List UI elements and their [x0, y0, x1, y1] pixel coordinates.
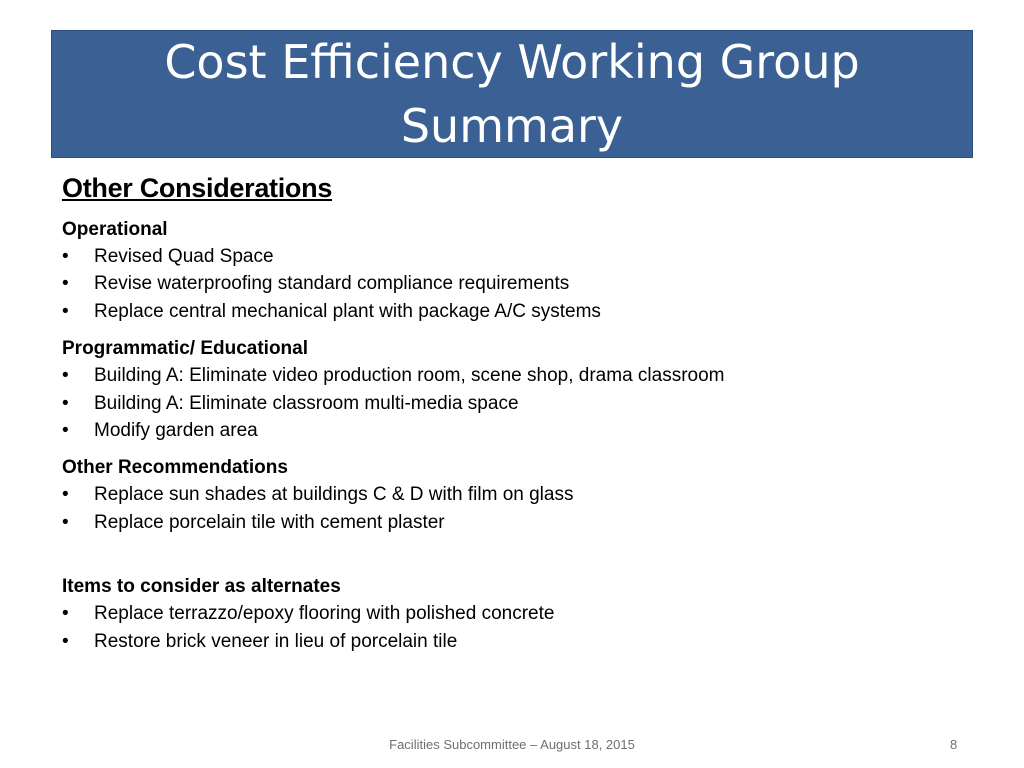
- bullet-icon: •: [62, 273, 69, 295]
- bullet-icon: •: [62, 392, 69, 414]
- bullet-icon: •: [62, 630, 69, 652]
- list-item-text: Replace sun shades at buildings C & D with film on glass: [94, 484, 574, 506]
- list-item-text: Building A: Eliminate classroom multi-media space: [94, 392, 519, 414]
- list-item: [62, 362, 962, 389]
- group-title: Items to consider as alternates: [62, 576, 341, 598]
- list-item-text: Revise waterproofing standard compliance requirements: [94, 273, 570, 295]
- list-item-text: Restore brick veneer in lieu of porcelain tile: [94, 630, 458, 652]
- bullet-icon: •: [62, 603, 69, 625]
- list-item-text: Replace central mechanical plant with package A/C systems: [94, 300, 601, 322]
- slide-content: [62, 168, 962, 665]
- list-item: [62, 298, 962, 325]
- bullet-icon: •: [62, 420, 69, 442]
- group-title: Programmatic/ Educational: [62, 338, 309, 360]
- bullet-icon: •: [62, 484, 69, 506]
- bullet-list: [62, 362, 962, 444]
- list-item: [62, 509, 962, 536]
- list-item-text: Replace terrazzo/epoxy flooring with polished concrete: [94, 603, 555, 625]
- list-item-text: Revised Quad Space: [94, 246, 274, 267]
- section-heading: Other Considerations: [62, 173, 333, 203]
- group-operational: [62, 216, 962, 325]
- list-item-text: Building A: Eliminate video production room, scene shop, drama classroom: [94, 365, 725, 387]
- bullet-icon: •: [62, 365, 69, 387]
- list-item: [62, 481, 962, 508]
- list-item: [62, 270, 962, 297]
- spacer: [62, 546, 962, 573]
- group-title: Operational: [62, 219, 168, 240]
- list-item: [62, 390, 962, 417]
- list-item: [62, 243, 962, 270]
- list-item: [62, 417, 962, 444]
- group-title: Other Recommendations: [62, 457, 288, 479]
- bullet-icon: •: [62, 300, 69, 322]
- list-item-text: Modify garden area: [94, 420, 258, 442]
- page-number: 8: [950, 737, 958, 752]
- bullet-list: [62, 481, 962, 536]
- group-programmatic: [62, 335, 962, 444]
- slide-title-line-1: Cost Efficiency Working Group: [164, 35, 860, 89]
- list-item: [62, 628, 962, 655]
- slide-title-line-2: Summary: [400, 99, 624, 153]
- list-item: [62, 600, 962, 627]
- bullet-list: [62, 243, 962, 325]
- bullet-icon: •: [62, 511, 69, 533]
- bullet-icon: •: [62, 246, 69, 267]
- group-other-recommendations: [62, 454, 962, 536]
- footer-text: Facilities Subcommittee – August 18, 2015: [389, 737, 635, 752]
- list-item-text: Replace porcelain tile with cement plaster: [94, 511, 445, 533]
- group-alternates: [62, 573, 962, 655]
- bullet-list: [62, 600, 962, 655]
- title-bar: [51, 30, 973, 158]
